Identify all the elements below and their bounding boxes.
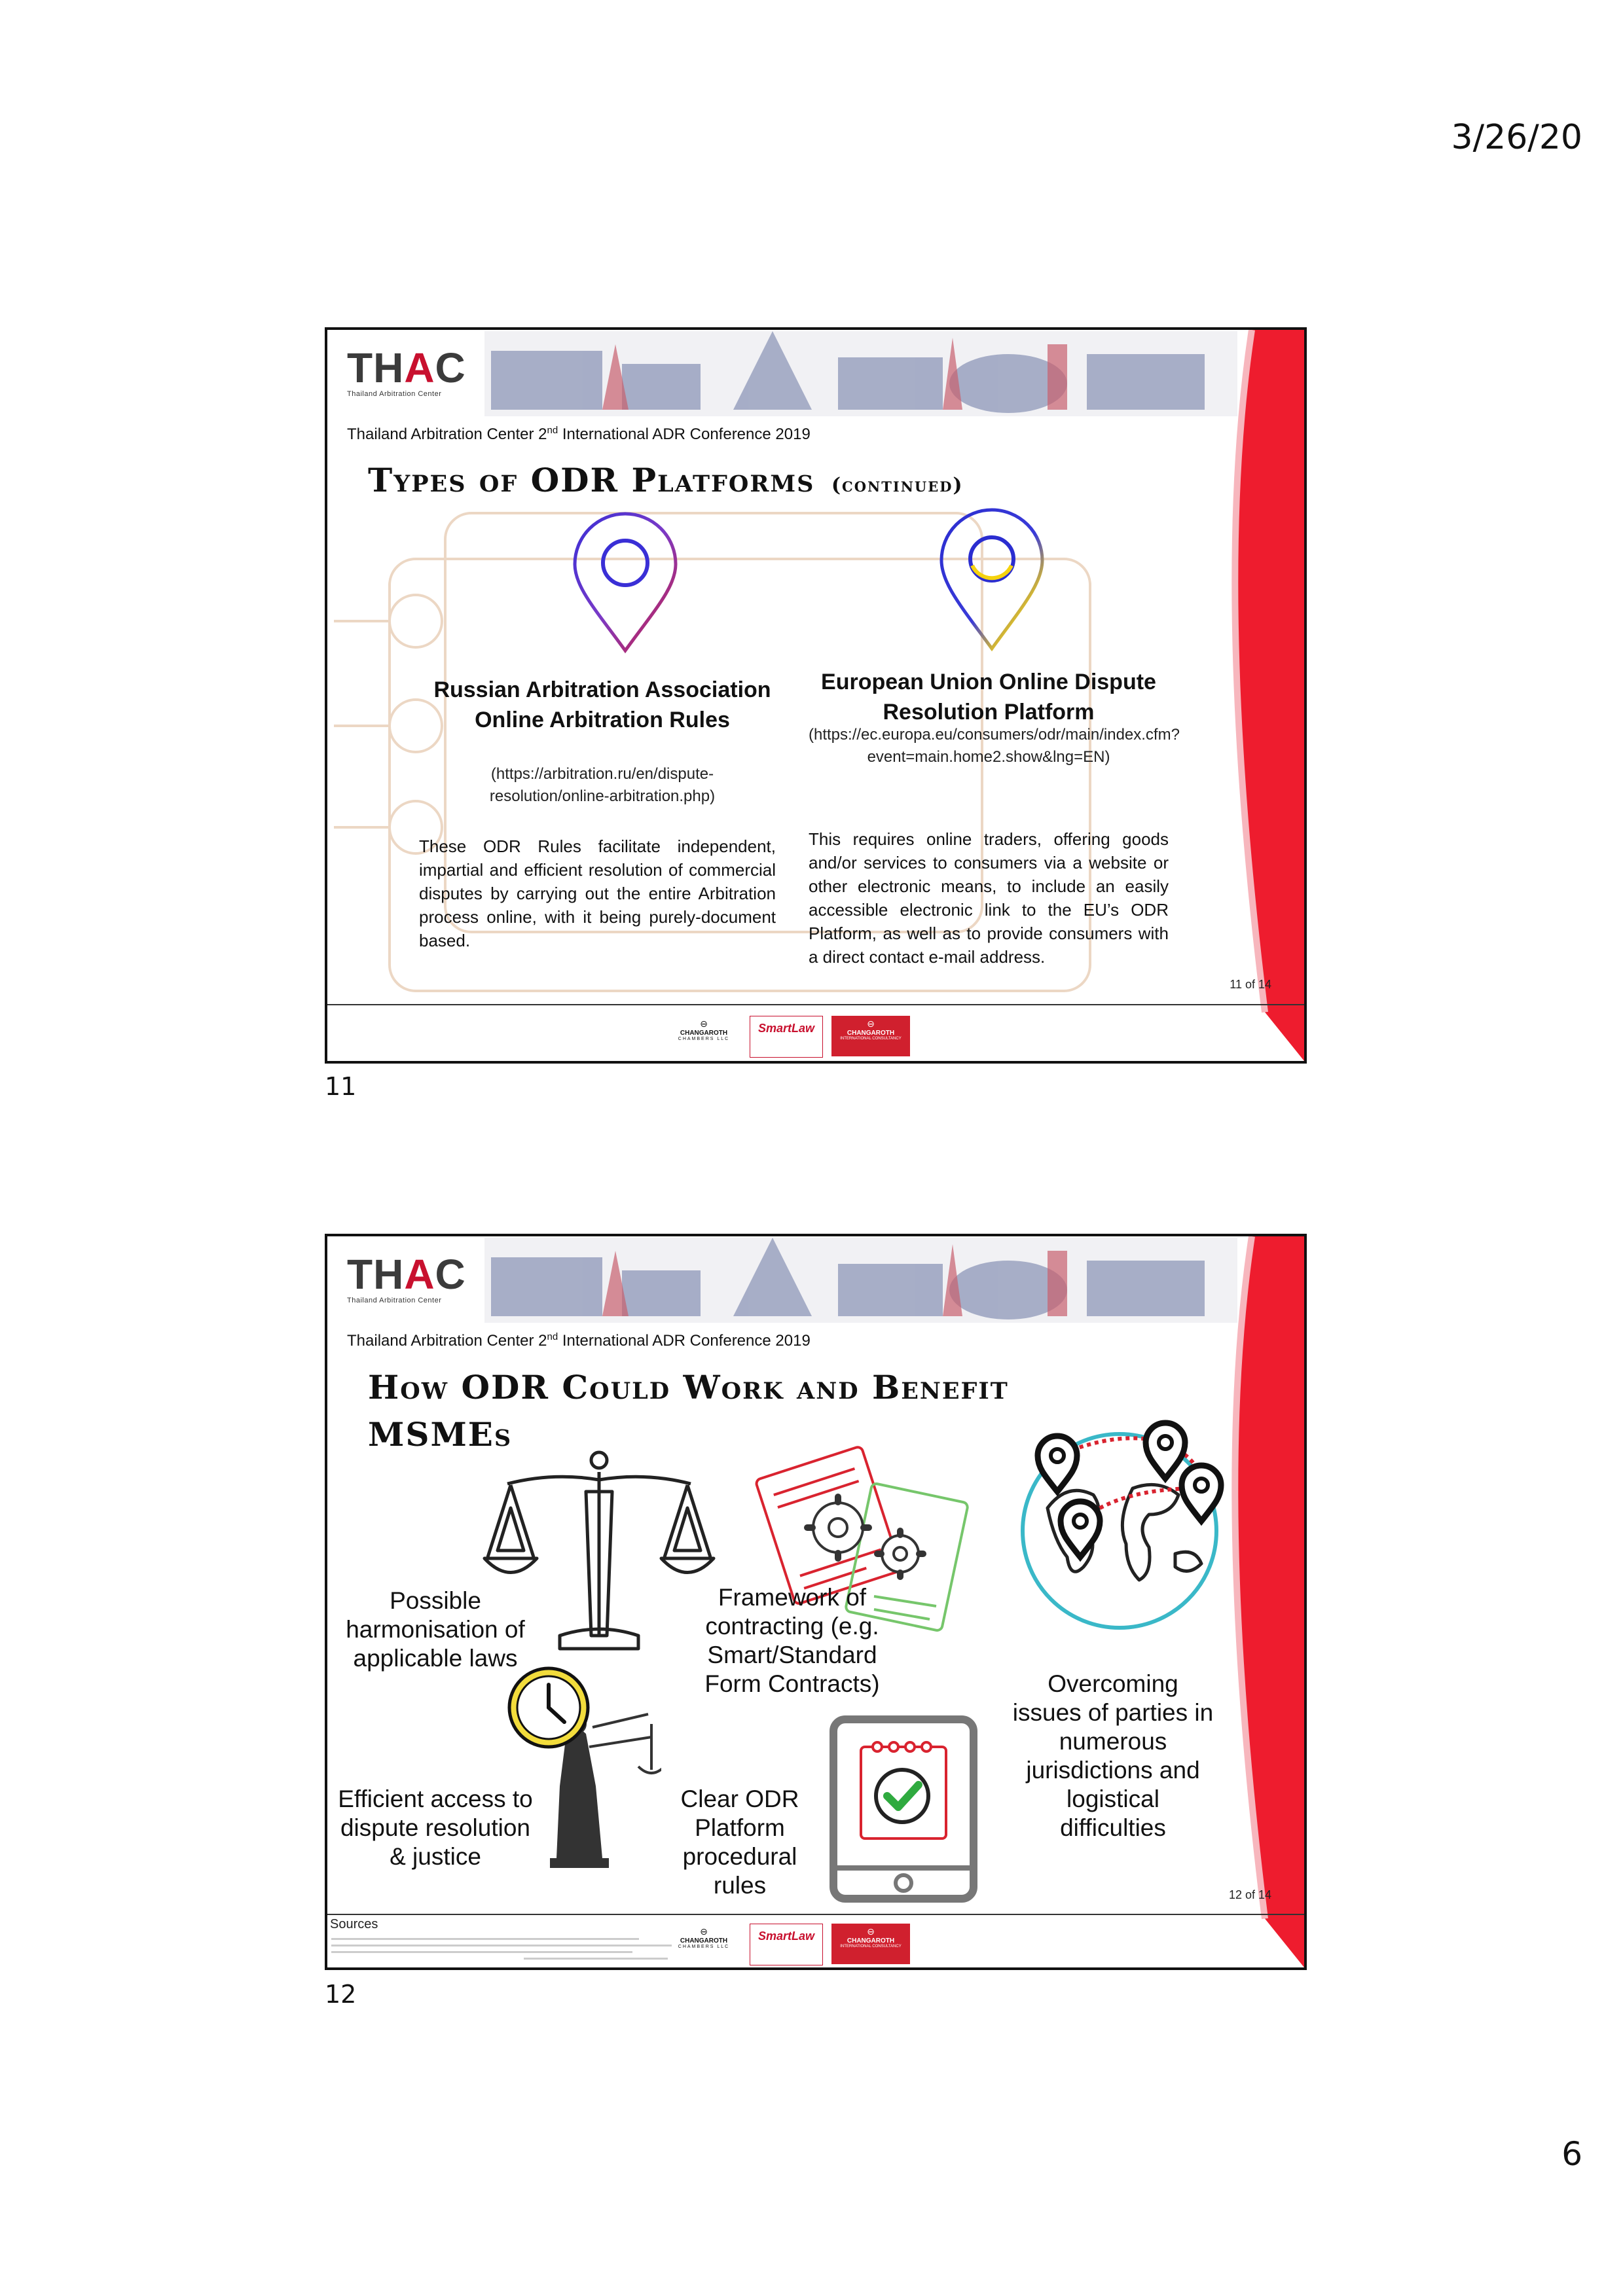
- russian-rules-title: Russian Arbitration Association Online Arbitration Rules: [433, 677, 771, 732]
- slide-title: Types of ODR Platforms (continued): [368, 461, 964, 499]
- caption-framework: Framework of contracting (e.g. Smart/Standard Form Contracts): [704, 1584, 880, 1697]
- eu-platform-url[interactable]: (https://ec.europa.eu/consumers/odr/main/index.cfm?event=main.home2.show&lng=EN): [809, 726, 1180, 766]
- page-number: 6: [1561, 2135, 1582, 2173]
- tablet-checkmark-icon: [828, 1714, 979, 1904]
- changaroth-chambers-logo: ⊖ CHANGAROTH CHAMBERS LLC: [678, 1926, 730, 1949]
- slide-11: [325, 327, 1307, 1064]
- thac-logo: THAC Thailand Arbitration Center: [347, 344, 466, 398]
- slide-number-label: 11: [325, 1072, 357, 1101]
- changaroth-consultancy-logo: ⊖ CHANGAROTH INTERNATIONAL CONSULTANCY: [831, 1016, 910, 1056]
- russian-rules-body: These ODR Rules facilitate independent, impartial and efficient resolution of commercial disputes by carrying out the entire Arbitration process online, with it being purely-document based.: [419, 836, 776, 950]
- changaroth-consultancy-logo: ⊖ CHANGAROTH INTERNATIONAL CONSULTANCY: [831, 1924, 910, 1964]
- sources-fine-print: [331, 1938, 639, 1940]
- red-side-band: [1226, 1236, 1304, 1967]
- slide-12: [325, 1234, 1307, 1970]
- eu-platform-body: This requires online traders, offering goods and/or services to consumers via a website or other electronic means, to include an easily accessible electronic link to the EU’s ODR Platform, as well as to provide consumers with a direct contact e-mail address.: [809, 829, 1169, 967]
- sources-fine-print: [331, 1945, 672, 1946]
- footer-divider: [327, 1004, 1304, 1005]
- thac-logo: THAC Thailand Arbitration Center: [347, 1251, 466, 1304]
- slide-count: 12 of 14: [1228, 1888, 1271, 1901]
- conference-line: Thailand Arbitration Center 2nd International ADR Conference 2019: [347, 1331, 811, 1350]
- conference-line: Thailand Arbitration Center 2nd International ADR Conference 2019: [347, 425, 811, 443]
- russian-rules-url[interactable]: (https://arbitration.ru/en/dispute-resolution/online-arbitration.php): [489, 765, 716, 805]
- smartlaw-logo: SmartLaw: [750, 1016, 823, 1058]
- bangkok-banner: [484, 1238, 1237, 1323]
- slide-number-label: 12: [325, 1980, 357, 2009]
- caption-access: Efficient access to dispute resolution & justice: [338, 1785, 533, 1870]
- sources-label: Sources: [330, 1917, 378, 1931]
- map-pin-icon: [936, 507, 1048, 654]
- eu-platform-title: European Union Online Dispute Resolution Platform: [821, 670, 1156, 725]
- map-pin-icon: [570, 512, 681, 656]
- page-date: 3/26/20: [1451, 118, 1582, 157]
- slide-title: How ODR Could Work and Benefit MSMEs: [368, 1368, 1009, 1454]
- bangkok-banner: [484, 331, 1237, 416]
- caption-procedural: Clear ODR Platform procedural rules: [680, 1785, 799, 1899]
- sources-fine-print: [524, 1958, 668, 1960]
- caption-overcoming: Overcoming issues of parties in numerous jurisdictions and logistical difficulties: [1012, 1670, 1214, 1841]
- sponsor-logos: [668, 1016, 910, 1056]
- sources-fine-print: [331, 1951, 632, 1953]
- footer-divider: [327, 1914, 1304, 1915]
- sponsor-logos: [668, 1924, 910, 1964]
- globe-pins-icon: [1008, 1416, 1231, 1632]
- slide-count: 11 of 14: [1230, 978, 1271, 991]
- caption-harmonisation: Possible harmonisation of applicable laws: [346, 1587, 525, 1672]
- changaroth-chambers-logo: ⊖ CHANGAROTH CHAMBERS LLC: [678, 1018, 730, 1041]
- smartlaw-logo: SmartLaw: [750, 1924, 823, 1965]
- red-side-band: [1226, 330, 1304, 1061]
